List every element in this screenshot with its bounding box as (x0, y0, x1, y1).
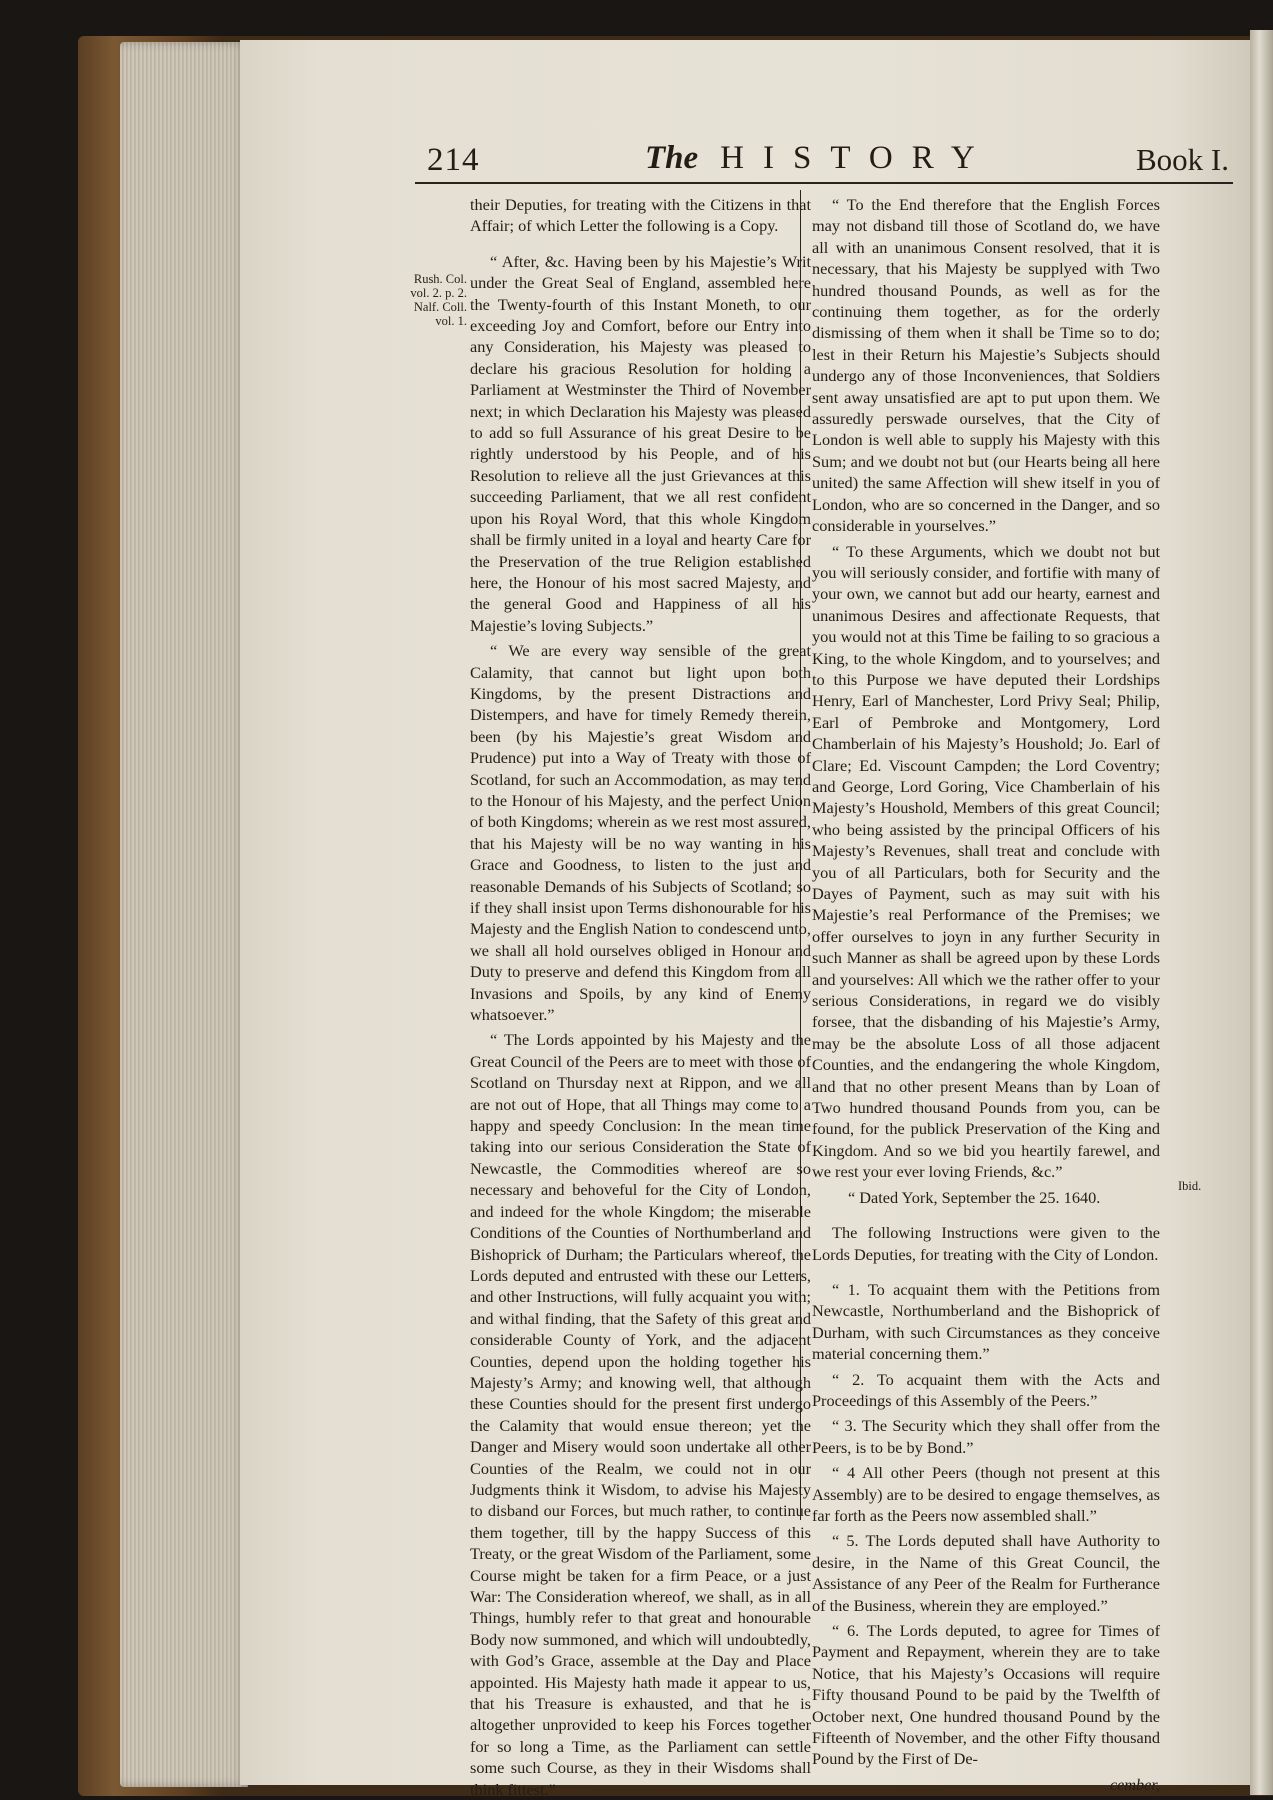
marginal-note-line: Rush. Col. (413, 272, 467, 286)
book-label: Book I. (1136, 142, 1229, 177)
instruction-item: “ 2. To acquaint them with the Acts and Proceedings of this Assembly of the Peers.” (812, 1369, 1160, 1410)
paragraph: their Deputies, for treating with the Citizens in that Affair; of which Letter the following is a Copy. (470, 195, 811, 236)
right-column (812, 194, 1160, 1799)
instruction-item: “ 5. The Lords deputed shall have Authority to desire, in the Name of this Great Council, the Assistance of any Peer of the Realm for Furtherance of the Business, wherein they are employed.” (812, 1531, 1160, 1615)
instruction-item: “ 4 All other Peers (though not present at this Assembly) are to be desired to engage themselves, as far forth as the Peers now assembled shall.” (812, 1463, 1160, 1525)
marginal-note-line: vol. 2. p. 2. (410, 286, 467, 300)
paragraph: “ To the End therefore that the English Forces may not disband till those of Scotland do, we have all with an unanimous Consent resolved, that it is necessary, that his Majesty be supplyed with Two hundred thousand Pounds, as well as for the continuing them together, as for the orderly dismissing of them when it shall be Time so to do; lest in their Return his Majestie’s Subjects should undergo any of those Inconveniences, that Soldiers sent away unsatisfied are apt to put upon them. We assuredly perswade ourselves, that the City of London is well able to supply his Majesty with this Sum; and we doubt not but (our Hearts being all here united) the same Affection will shew itself in you of London, who are so concerned in the Danger, and so considerable in yourselves.” (812, 195, 1160, 536)
running-title-word: HISTORY (720, 140, 994, 176)
dateline: “ Dated York, September the 25. 1640. (848, 1187, 1101, 1207)
instruction-item: “ 3. The Security which they shall offer from the Peers, is to be by Bond.” (812, 1416, 1160, 1457)
paragraph: The following Instructions were given to the Lords Deputies, for treating with the City of London. (812, 1223, 1160, 1264)
running-header (415, 138, 1233, 184)
marginal-note-line: vol. 1. (435, 314, 467, 328)
header-rule (415, 182, 1233, 184)
instruction-item: “ 1. To acquaint them with the Petitions from Newcastle, Northumberland and the Bishoprick of Durham, with such Circumstances as they conceive material concerning them.” (812, 1279, 1160, 1364)
page-number: 214 (427, 142, 480, 178)
paragraph: “ The Lords appointed by his Majesty and the Great Council of the Peers are to meet with those of Scotland on Thursday next at Rippon, and we all are not out of Hope, that all Things may come to a happy and speedy Conclusion: In the mean time taking into our serious Consideration the State of Newcastle, the Commodities whereof are so necessary and behoveful for the City of London, and indeed for the whole Kingdom; the miserable Conditions of the Counties of Northumberland and Bishoprick of Durham; the Particulars whereof, the Lords deputed and entrusted with these our Letters, and other Instructions, will fully acquaint you with; and withal finding, that the Safety of this great and considerable County of York, and the adjacent Counties, depend upon the holding together his Majesty’s Army; and knowing well, that although these Counties should for the present first undergo the Calamity that would ensue thereon; yet the Danger and Misery would soon undertake all other Counties of the Realm, we could not in our Judgments think it Wisdom, to advise his Majesty to disband our Forces, but much rather, to continue them together, till by the happy Success of this Treaty, or the great Wisdom of the Parliament, some Course might be taken for a firm Peace, or a just War: The Consideration whereof, we shall, as in all Things, humbly refer to that great and honourable Body now summoned, and which will undoubtedly, with God’s Grace, assemble at the Day and Place appointed. His Majesty hath made it appear to us, that his Treasure is exhausted, and that he is altogether unprovided to keep his Forces together for so long a Time, as the Parliament can settle some such Course, as they in their Wisdoms shall think fittest.” (470, 1030, 811, 1799)
marginal-note-right: Ibid. (1178, 1179, 1202, 1193)
paragraph: “ After, &c. Having been by his Majestie’s Writ under the Great Seal of England, assembled here the Twenty-fourth of this Instant Moneth, to our exceeding Joy and Comfort, before our Entry into any Consideration, his Majesty was pleased to declare his gracious Resolution for holding a Parliament at Westminster the Third of November next; in which Declaration his Majesty was pleased to add so full Assurance of his great Desire to be rightly understood by his People, and of his Resolution to relieve all the just Grievances at this succeeding Parliament, that we all rest confident upon his Royal Word, that this whole Kingdom shall be firmly united in a loyal and hearty Care for the Preservation of the true Religion established here, the Honour of his most sacred Majesty, and the general Good and Happiness of all his Majestie’s loving Subjects.” (470, 251, 811, 635)
marginal-note-left (403, 272, 467, 328)
left-column (470, 194, 811, 1800)
running-title-article: The (645, 140, 699, 176)
running-title (645, 140, 994, 177)
paragraph: “ We are every way sensible of the great Calamity, that cannot but light upon both Kingdoms, by the present Distractions and Distempers, and have for timely Remedy therein, been (by his Majestie’s great Wisdom and Prudence) put into a Way of Treaty with those of Scotland, for such an Accommodation, as may tend to the Honour of his Majesty, and the perfect Union of both Kingdoms; wherein as we rest most assured, that his Majesty will be no way wanting in his Grace and Goodness, to listen to the just and reasonable Demands of his Subjects of Scotland; so if they shall insist upon Terms dishonourable for his Majesty and the English Nation to condescend unto, we shall all hold ourselves obliged in Honour and Duty to preserve and defend this Kingdom from all Invasions and Spoils, by any kind of Enemy whatsoever.” (470, 641, 811, 1025)
catchword: cember, (1109, 1774, 1160, 1794)
instruction-item: “ 6. The Lords deputed, to agree for Times of Payment and Repayment, wherein they are to take Notice, that his Majesty’s Occasions will require Fifty thousand Pound to be paid by the Twelfth of October next, One hundred thousand Pound by the Fifteenth of November, and the other Fifty thousand Pound by the First of De- (812, 1621, 1160, 1769)
paragraph: “ To these Arguments, which we doubt not but you will seriously consider, and fortifie with many of your own, we cannot but add our hearty, earnest and unanimous Desires and affectionate Requests, that you would not at this Time be failing to so gracious a King, to the whole Kingdom, and to yourselves; and to this Purpose we have deputed their Lordships Henry, Earl of Manchester, Lord Privy Seal; Philip, Earl of Pembroke and Montgomery, Lord Chamberlain of his Majesty’s Houshold; Jo. Earl of Clare; Ed. Viscount Campden; the Lord Coventry; and George, Lord Goring, Vice Chamberlain of his Majesty’s Houshold, Members of this great Council; who being assisted by the principal Officers of his Majesty’s Revenues, shall treat and conclude with you of all Particulars, both for Security and the Dayes of Payment, such as may suit with his Majestie’s real Performance of the Premises; we offer ourselves to joyn in any further Security in such Manner as shall be agreed upon by these Lords and yourselves: All which we the rather offer to your serious Considerations, in regard we do visibly forsee, that the disbanding of his Majestie’s Army, may be the absolute Loss of all those adjacent Counties, and the endangering the whole Kingdom, and that no other present Means than by Loan of Two hundred thousand Pounds from you, can be found, for the publick Preservation of the King and Kingdom. And so we bid you heartily farewel, and we rest your ever loving Friends, &c.” (812, 541, 1160, 1182)
marginal-note-line: Nalf. Coll. (413, 300, 467, 314)
facing-page-edge (1250, 30, 1273, 1795)
page-edges (120, 42, 248, 1787)
